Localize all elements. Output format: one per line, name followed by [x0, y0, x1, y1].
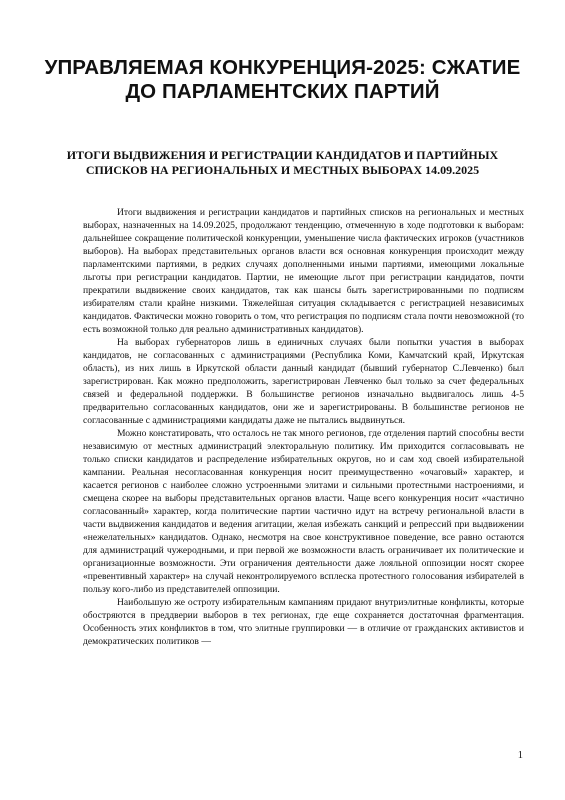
paragraph: Можно констатировать, что осталось не так много регионов, где отделения партий способны вести независимую от местных администраций электоральную политику. Им приходится согласовывать не только списки кандидатов и распределение избирательных округов, но и сам ход своей избирательной кампании. Реальная несогласованная конкуренция носит преимущественно «очаговый» характер, и касается регионов с наиболее сложно устроенными элитами и сильными протестными настроениями, и смещена скорее на выборы представительных органов власти. Чаще всего конкуренция носит «частично согласованный» характер, когда политические партии частично идут на встречу региональной власти в части выдвижения кандидатов и ведения агитации, желая избежать санкций и репрессий при выдвижении «нежелательных» кандидатов. Однако, несмотря на свое конструктивное поведение, все равно остаются для администраций чужеродными, и при первой же возможности власть ограничивает их политические и организационные возможности. Эти ограничения деятельности даже лояльной оппозиции носят скорее «превентивный характер» на случай неконтролируемого всплеска протестного голосования избирателей в пользу кого-либо из представителей оппозиции.	[83, 428, 524, 595]
paragraph: Итоги выдвижения и регистрации кандидатов и партийных списков на региональных и местных выборах, назначенных на 14.09.2025, продолжают тенденцию, отмеченную в ходе подготовки к выборам: дальнейшее сокращение политической конкуренции, уменьшение числа фактических игроков (участников выборов). На выборах представительных органов власти вся основная конкуренция происходит между парламентскими партиями, в редких случаях дополненными иными партиями, имеющими локальные льготы при регистрации кандидатов. Партии, не имеющие льгот при регистрации кандидатов, почти прекратили выдвижение своих кандидатов, так как шансы быть зарегистрированными по подписям избирателям стали крайне низкими. Тяжелейшая ситуация складывается с регистрацией независимых кандидатов. Фактически можно говорить о том, что регистрация по подписям стала почти невозможной (то есть возможной только для реально административных кандидатов).	[83, 207, 524, 335]
document-subtitle: ИТОГИ ВЫДВИЖЕНИЯ И РЕГИСТРАЦИИ КАНДИДАТОВ И ПАРТИЙНЫХ СПИСКОВ НА РЕГИОНАЛЬНЫХ И МЕСТНЫХ ВЫБОРАХ 14.09.2025	[66, 148, 499, 177]
document-title: УПРАВЛЯЕМАЯ КОНКУРЕНЦИЯ-2025: СЖАТИЕ ДО ПАРЛАМЕНТСКИХ ПАРТИЙ	[44, 56, 521, 103]
document-body	[83, 206, 524, 648]
paragraph: На выборах губернаторов лишь в единичных случаях были попытки участия в выборах кандидатов, не согласованных с администрациями (Республика Коми, Камчатский край, Иркутская область), из них лишь в Иркутской области данный кандидат (бывший губернатор С.Левченко) был зарегистрирован. Как можно предположить, зарегистрирован Левченко был только за счет федеральных связей и федеральной поддержки. В большинстве регионов изначально выдвигалось лишь 4-5 предварительно согласованных кандидатов, они же и зарегистрированы. В большинстве регионов не согласованные с администрациями кандидаты даже не пытались выдвинуться.	[83, 337, 524, 426]
paragraph: Наибольшую же остроту избирательным кампаниям придают внутриэлитные конфликты, которые обостряются в преддверии выборов в тех регионах, где еще сохраняется достаточная фрагментация. Особенность этих конфликтов в том, что элитные группировки — в отличие от гражданских активистов и демократических политиков —	[83, 597, 524, 647]
page-number: 1	[517, 750, 523, 761]
